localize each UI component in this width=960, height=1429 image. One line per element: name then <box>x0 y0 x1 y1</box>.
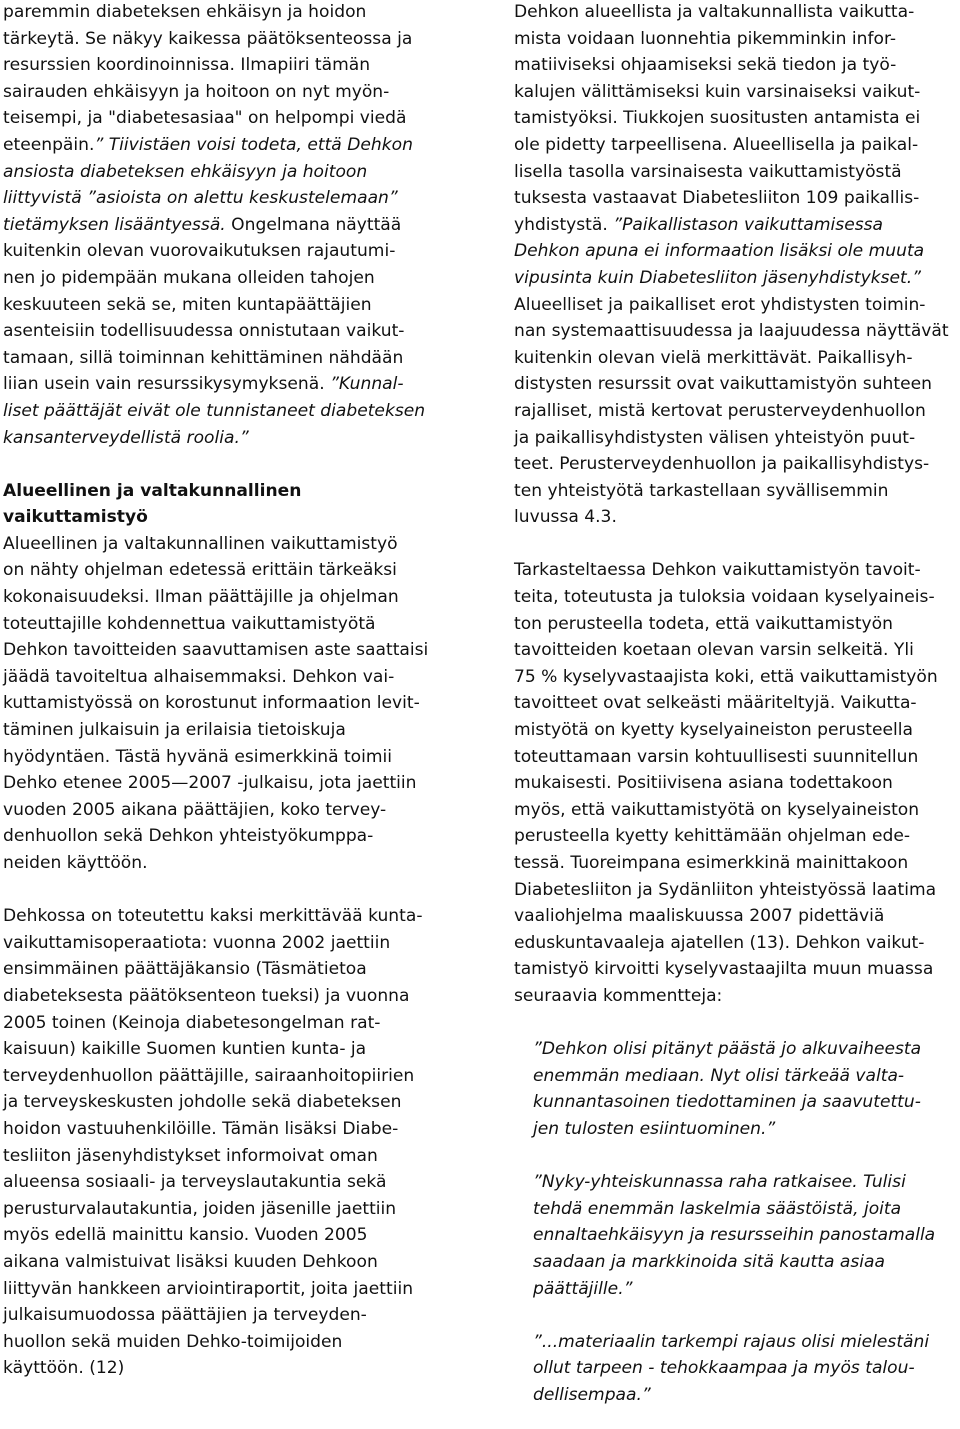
spacer <box>514 1010 958 1037</box>
respondent-quote-2 <box>514 1169 958 1302</box>
left-paragraph-2: Alueellinen ja valtakunnallinen vaikuttamistyö on nähty ohjelman edetessä erittäin tärkeäksi kokonaisuudeksi. Ilman päättäjille ja ohjelman toteuttajille kohdennettua vaikuttamistyötä Dehkon tavoitteiden saavuttamisen aste saattaisi jäädä tavoiteltua alhaisemmaksi. Dehkon vai- kuttamistyössä on korostunut informaation levit- täminen julkaisuin ja erilaisia tietoiskuja hyödyntäen. Tästä hyvänä esimerkkinä toimii Dehko etenee 2005—2007 -julkaisu, jota jaettiin vuoden 2005 aikana päättäjien, koko tervey- denhuollon sekä Dehkon yhteistyökumppa- neiden käyttöön. <box>3 533 429 873</box>
respondent-quote-1 <box>514 1036 958 1142</box>
quote-text: ”...materiaalin tarkempi rajaus olisi mielestäni ollut tarpeen - tehokkaampaa ja myös talou- dellisempaa.” <box>533 1331 930 1405</box>
spacer <box>514 1143 958 1170</box>
right-paragraph-1-body: Dehkon alueellista ja valtakunnallista vaikutta- mista voidaan luonnehtia pikemminkin infor- matiiviseksi ohjaamiseksi sekä tiedon ja työ- kalujen välittämiseksi kuin varsinaiseksi vaikut- tamistyöksi. Tiukkojen suositusten antamista ei ole pidetty tarpeellisena. Alueellisella ja paikal- lisella tasolla varsinaisesta vaikuttamistyöstä tuksesta vastaavat Diabetesliiton 109 paikallis- yhdistystä. <box>514 2 921 235</box>
spacer <box>514 531 958 558</box>
spacer <box>3 451 449 478</box>
section-heading: Alueellinen ja valtakunnallinen vaikuttamistyö <box>3 480 302 528</box>
left-paragraph-1-quote-2: ”Kunnal- liset päättäjät eivät ole tunnistaneet diabeteksen kansanterveydellistä roolia.” <box>3 374 426 448</box>
right-paragraph-2: Tarkasteltaessa Dehkon vaikuttamistyön tavoit- teita, toteutusta ja tuloksia voidaan kyselyaineis- ton perusteella todeta, että vaikuttamistyön tavoitteiden koetaan olevan varsin selkeitä. Yli 75 % kyselyvastaajista koki, että vaikuttamistyön tavoitteet ovat selkeästi määriteltyjä. Vaikutta- mistyötä on kyetty kyselyaineiston perusteella toteuttamaan varsin kohtuullisesti suunnitellun mukaisesti. Positiivisena asiana todettakoon myös, että vaikuttamistyötä on kyselyaineiston perusteella kyetty kehittämään ohjelman ede- tessä. Tuoreimpana esimerkkinä mainittakoon Diabetesliiton ja Sydänliiton yhteistyössä laatima vaaliohjelma maaliskuussa 2007 pidettäviä eduskuntavaaleja ajatellen (13). Dehkon vaikut- tamistyö kirvoitti kyselyvastaajilta muun muassa seuraavia kommentteja: <box>514 560 938 1006</box>
quote-text: ”Dehkon olisi pitänyt päästä jo alkuvaiheesta enemmän mediaan. Nyt olisi tärkeää valta- kunnantasoinen tiedottaminen ja saavutettu- jen tulosten esiintuominen.” <box>533 1039 922 1139</box>
right-column <box>514 0 958 1408</box>
spacer <box>3 877 449 904</box>
quote-text: ”Nyky-yhteiskunnassa raha ratkaisee. Tulisi tehdä enemmän laskelmia säästöistä, joita ennaltaehkäisyyn ja resursseihin panostamalla saadaan ja markkinoida sitä kautta asiaa päättäjille.” <box>533 1172 936 1299</box>
left-paragraph-1-intro: paremmin diabeteksen ehkäisyn ja hoidon tärkeytä. Se näkyy kaikessa päätöksenteossa ja resurssien koordinoinnissa. Ilmapiiri tämän sairauden ehkäisyyn ja hoitoon on nyt myön- teisempi, ja "diabetesasiaa" on helpompi viedä eteenpäin. <box>3 2 413 155</box>
respondent-quote-3 <box>514 1329 958 1409</box>
right-paragraph-1 <box>514 0 958 531</box>
left-paragraph-1-body: Ongelmana näyttää kuitenkin olevan vuorovaikutuksen rajautumi- nen jo pidempään mukana olleiden tahojen keskuuteen sekä se, miten kuntapäättäjien asenteisiin todellisuudessa onnistutaan vaikut- tamaan, sillä toiminnan kehittäminen nähdään liian usein vain resurssikysymyksenä. <box>3 214 405 395</box>
left-paragraph-1-quote-1: ” Tiivistäen voisi todeta, että Dehkon ansiosta diabeteksen ehkäisyyn ja hoitoon liittyvistä ”asioista on alettu keskustelemaan” tietämyksen lisääntyessä. <box>3 134 413 235</box>
right-paragraph-1-body-2: Alueelliset ja paikalliset erot yhdistysten toimin- nan systemaattisuudessa ja laajuudessa näyttävät kuitenkin olevan vielä merkittävät. Paikallisyh- distysten resurssit ovat vaikuttamistyön suhteen rajalliset, mistä kertovat perusterveydenhuollon ja paikallisyhdistysten välisen yhteistyön puut- teet. Perusterveydenhuollon ja paikallisyhdistys- ten yhteistyötä tarkastellaan syvällisemmin luvussa 4.3. <box>514 294 949 528</box>
right-paragraph-1-quote: ”Paikallistason vaikuttamisessa Dehkon apuna ei informaation lisäksi ole muuta vipusinta kuin Diabetesliiton jäsenyhdistykset.” <box>514 214 925 288</box>
left-column <box>3 0 449 1382</box>
left-paragraph-1 <box>3 0 449 451</box>
left-paragraph-3: Dehkossa on toteutettu kaksi merkittävää kunta- vaikuttamisoperaatiota: vuonna 2002 jaettiin ensimmäinen päättäjäkansio (Täsmätietoa diabeteksesta päätöksenteon tueksi) ja vuonna 2005 toinen (Keinoja diabetesongelman rat- kaisuun) kaikille Suomen kuntien kunta- ja terveydenhuollon päättäjille, sairaanhoitopiirien ja terveyskeskusten johdolle sekä diabeteksen hoidon vastuuhenkilöille. Tämän lisäksi Diabe- tesliiton jäsenyhdistykset informoivat oman alueensa sosiaali- ja terveyslautakuntia sekä perusturvalautakuntia, joiden jäsenille jaettiin myös edellä mainittu kansio. Vuoden 2005 aikana valmistuivat lisäksi kuuden Dehkoon liittyvän hankkeen arviointiraportit, joita jaettiin julkaisumuodossa päättäjien ja terveyden- huollon sekä muiden Dehko-toimijoiden käyttöön. (12) <box>3 906 423 1379</box>
spacer <box>514 1302 958 1329</box>
